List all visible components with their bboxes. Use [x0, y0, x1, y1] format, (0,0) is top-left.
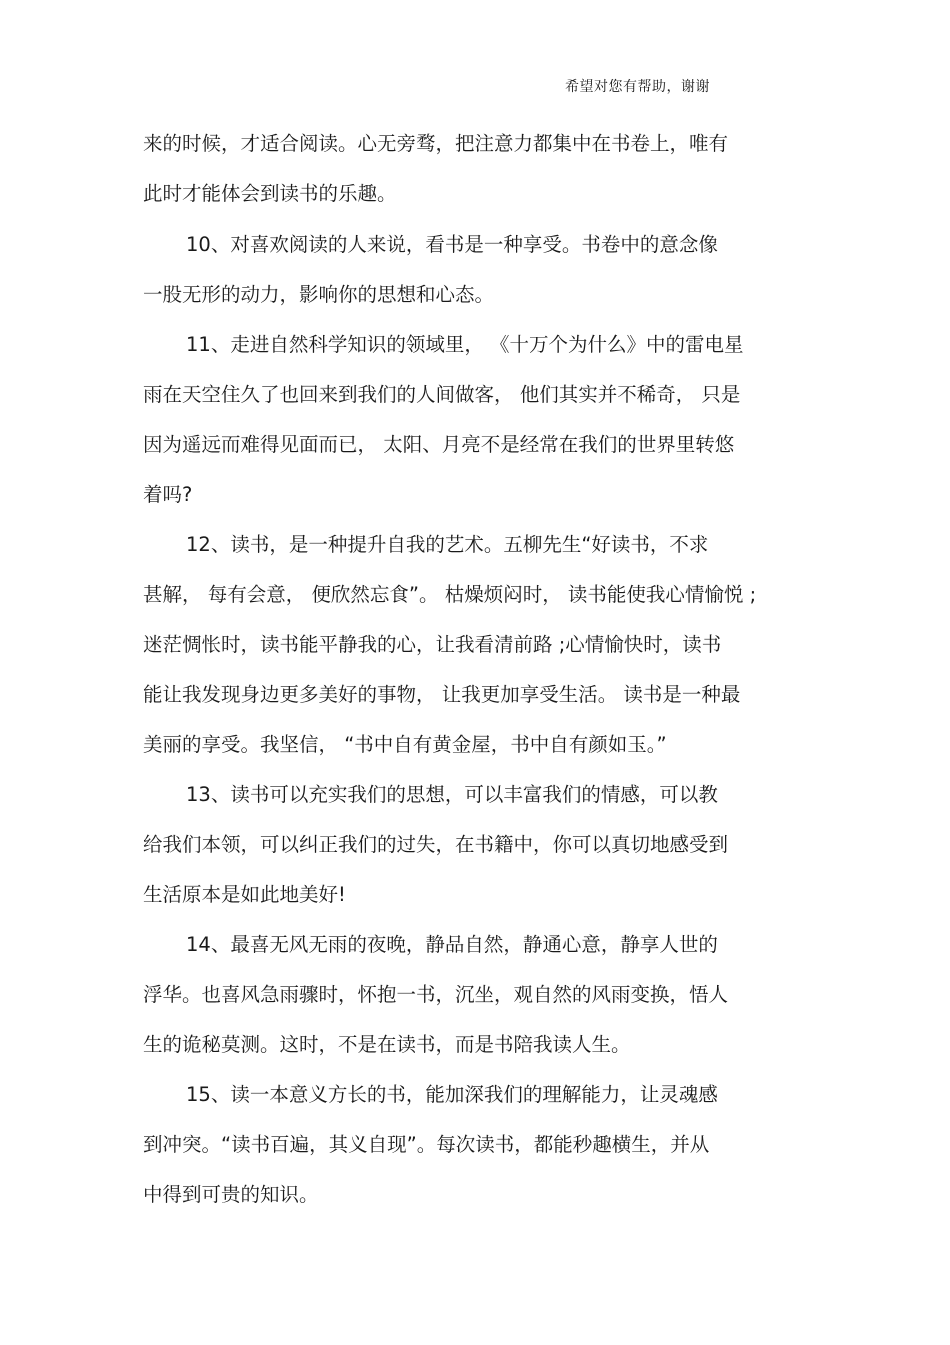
text-line: 到冲突。“读书百遍，其义自现”。每次读书，都能秒趣横生，并从 [143, 1133, 710, 1156]
paragraph-12-start: 12、读书，是一种提升自我的艺术。五柳先生“好读书，不求 [186, 533, 709, 556]
text-line: 生活原本是如此地美好! [143, 883, 346, 906]
text-line: 迷茫惆怅时，读书能平静我的心，让我看清前路 ;心情愉快时，读书 [143, 633, 722, 656]
text-line: 因为遥远而难得见面而已， 太阳、月亮不是经常在我们的世界里转悠 [143, 433, 735, 456]
text-line: 来的时候，才适合阅读。心无旁骛，把注意力都集中在书卷上，唯有 [143, 132, 729, 155]
text-line: 雨在天空住久了也回来到我们的人间做客， 他们其实并不稀奇， 只是 [143, 383, 741, 406]
text-line: 美丽的享受。我坚信， “书中自有黄金屋，书中自有颜如玉。” [143, 733, 667, 756]
text-line: 着吗? [143, 483, 193, 506]
paragraph-14-start: 14、最喜无风无雨的夜晚，静品自然，静通心意，静享人世的 [186, 933, 718, 956]
paragraph-11-start: 11、走进自然科学知识的领域里， 《十万个为什么》中的雷电星 [186, 333, 744, 356]
text-line: 甚解， 每有会意， 便欣然忘食”。 枯燥烦闷时， 读书能使我心情愉悦 ; [143, 583, 757, 606]
paragraph-13-start: 13、读书可以充实我们的思想，可以丰富我们的情感，可以教 [186, 783, 718, 806]
header-note: 希望对您有帮助，谢谢 [565, 79, 710, 95]
text-line: 中得到可贵的知识。 [143, 1183, 319, 1206]
text-line: 一股无形的动力，影响你的思想和心态。 [143, 283, 495, 306]
text-line: 能让我发现身边更多美好的事物， 让我更加享受生活。 读书是一种最 [143, 683, 741, 706]
text-line: 给我们本领，可以纠正我们的过失，在书籍中，你可以真切地感受到 [143, 833, 729, 856]
text-line: 浮华。也喜风急雨骤时，怀抱一书，沉坐，观自然的风雨变换，悟人 [143, 983, 729, 1006]
text-line: 生的诡秘莫测。这时，不是在读书，而是书陪我读人生。 [143, 1033, 631, 1056]
text-line: 此时才能体会到读书的乐趣。 [143, 182, 397, 205]
paragraph-10-start: 10、对喜欢阅读的人来说，看书是一种享受。书卷中的意念像 [186, 233, 718, 256]
paragraph-15-start: 15、读一本意义方长的书，能加深我们的理解能力，让灵魂感 [186, 1083, 718, 1106]
